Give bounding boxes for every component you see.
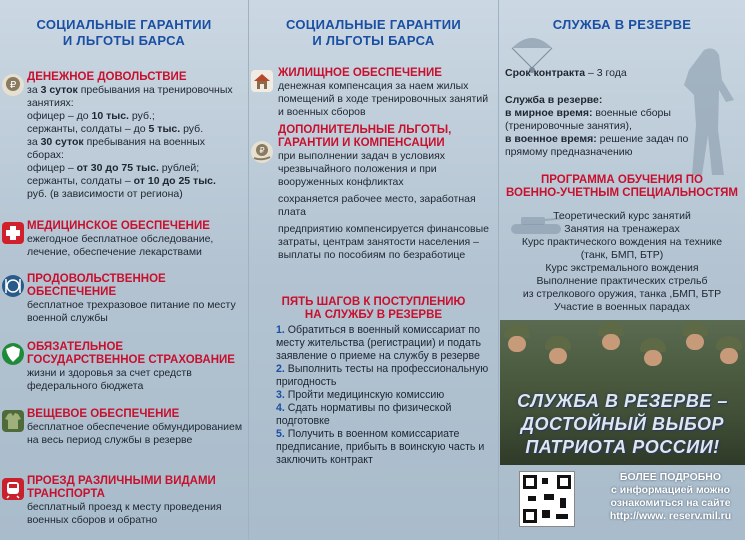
panel-title	[249, 17, 498, 49]
panel-title-line2: И ЛЬГОТЫ БАРСА	[62, 33, 186, 48]
reserve-service-info: Служба в резерве: в мирное время: военные сборы (тренировочные занятия), в военное время: решение задач по прямому предназначению	[505, 94, 689, 158]
extra-benefits-text-2: сохраняется рабочее место, заработная плата	[278, 193, 476, 218]
food-icon	[2, 275, 24, 297]
soldier-face	[686, 334, 704, 350]
extra-benefits-heading: ДОПОЛНИТЕЛЬНЫЕ ЛЬГОТЫ, ГАРАНТИИ И КОМПЕНСАЦИИ	[278, 124, 452, 149]
insurance-heading: ОБЯЗАТЕЛЬНОЕ ГОСУДАРСТВЕННОЕ СТРАХОВАНИЕ	[27, 341, 235, 366]
money-line-6: сержанты, солдаты – от 10 до 25 тыс.	[27, 175, 216, 187]
more-info-line: ознакомиться на сайте	[610, 497, 731, 509]
program-item: Занятия на тренажерах	[564, 223, 680, 235]
steps-list	[276, 324, 496, 467]
program-item: из стрелкового оружия, танка ,БМП, БТР	[522, 288, 722, 300]
transport-text: бесплатный проезд к месту проведения военных сборов и обратно	[27, 501, 222, 526]
step-2: 2. Выполнить тесты на профессиональную пригодность	[276, 363, 489, 388]
panel-social-guarantees-1	[0, 0, 248, 540]
medical-section	[27, 220, 244, 259]
transport-heading: ПРОЕЗД РАЗЛИЧНЫМИ ВИДАМИ ТРАНСПОРТА	[27, 475, 216, 500]
medical-text: ежегодное бесплатное обследование, лечение, обеспечение лекарствами	[27, 233, 214, 258]
extra-benefits-text-1: при выполнении задач в условиях чрезвычайного положения и при вооруженных конфликтах	[278, 150, 446, 188]
money-line-5: офицер – от 30 до 75 тыс. рублей;	[27, 162, 200, 174]
money-line-3: сержанты, солдаты – до 5 тыс. руб.	[27, 123, 204, 135]
soldiers-photo	[500, 320, 745, 465]
medical-cross-icon	[2, 222, 24, 244]
coin-hand-icon	[251, 141, 273, 163]
banner-line-2: ДОСТОЙНЫЙ ВЫБОР	[521, 414, 724, 434]
extra-benefits-text-3: предприятию компенсируется финансовые затраты, центрам занятости населения – выплаты по пособиям по безработице	[278, 223, 490, 261]
website-link[interactable]: http://www. reserv.mil.ru	[609, 510, 732, 522]
program-item: Выполнение практических стрельб	[536, 275, 708, 287]
step-3: 3. Пройти медицинскую комиссию	[276, 389, 445, 401]
money-line-7: руб. (в зависимости от региона)	[27, 188, 183, 200]
money-allowance-heading: ДЕНЕЖНОЕ ДОВОЛЬСТВИЕ	[27, 71, 187, 83]
train-icon	[2, 478, 24, 500]
extra-benefits-section	[278, 124, 494, 262]
banner-line-1: СЛУЖБА В РЕЗЕРВЕ –	[517, 391, 728, 411]
food-heading: ПРОДОВОЛЬСТВЕННОЕ ОБЕСПЕЧЕНИЕ	[27, 273, 166, 298]
food-section	[27, 273, 244, 325]
contract-term: Срок контракта – 3 года	[505, 67, 627, 79]
qr-code[interactable]	[519, 471, 575, 527]
program-item: Участие в военных парадах	[553, 301, 691, 313]
housing-heading: ЖИЛИЩНОЕ ОБЕСПЕЧЕНИЕ	[278, 67, 442, 79]
money-line-1: за 3 суток пребывания на тренировочных занятиях:	[27, 84, 233, 109]
food-text: бесплатное трехразовое питание по месту военной службы	[27, 299, 236, 324]
soldier-face	[508, 336, 526, 352]
soldier-face	[644, 350, 662, 366]
panel-title-line1: СОЦИАЛЬНЫЕ ГАРАНТИИ	[36, 17, 212, 32]
money-line-2: офицер – до 10 тыс. руб.;	[27, 110, 155, 122]
program-list	[499, 210, 745, 314]
more-info	[598, 471, 743, 523]
program-item: Курс практического вождения на технике	[521, 236, 723, 248]
svg-text:₽: ₽	[259, 146, 265, 155]
program-heading: ПРОГРАММА ОБУЧЕНИЯ ПО ВОЕННО-УЧЕТНЫМ СПЕЦИАЛЬНОСТЯМ	[506, 174, 738, 199]
clothing-text: бесплатное обеспечение обмундированием на весь период службы в резерве	[27, 421, 243, 446]
medical-heading: МЕДИЦИНСКОЕ ОБЕСПЕЧЕНИЕ	[27, 220, 210, 232]
house-icon	[251, 70, 273, 92]
program-item: Теоретический курс занятий	[553, 210, 691, 222]
soldier-face	[602, 334, 620, 350]
more-info-line: БОЛЕЕ ПОДРОБНО	[619, 471, 722, 483]
more-info-line: с информацией можно	[611, 484, 730, 496]
money-line-4: за 30 суток пребывания на военных сборах:	[27, 136, 206, 161]
step-1: 1. Обратиться в военный комиссариат по месту жительства (регистрации) и подать заявление о приеме на службу в резерве	[276, 324, 482, 362]
panel-title	[0, 17, 248, 49]
panel-title-line1: СОЦИАЛЬНЫЕ ГАРАНТИИ	[286, 17, 461, 32]
steps-heading: ПЯТЬ ШАГОВ К ПОСТУПЛЕНИЮ НА СЛУЖБУ В РЕЗЕРВЕ	[281, 296, 466, 321]
insurance-section	[27, 341, 244, 393]
housing-text: денежная компенсация за наем жилых помещений в ходе тренировочных занятий и военных сборов	[278, 80, 489, 118]
insurance-text: жизни и здоровья за счет средств федерального бюджета	[27, 367, 192, 392]
panel-title: СЛУЖБА В РЕЗЕРВЕ	[552, 17, 692, 32]
banner-line-3: ПАТРИОТА РОССИИ!	[525, 437, 720, 457]
clothing-heading: ВЕЩЕВОЕ ОБЕСПЕЧЕНИЕ	[27, 408, 180, 420]
panel-title-line2: И ЛЬГОТЫ БАРСА	[312, 33, 435, 48]
money-allowance-section	[27, 71, 244, 201]
step-5: 5. Получить в военном комиссариате предписание, прибыть в воинскую часть и заключить контракт	[276, 428, 485, 466]
shield-icon	[2, 343, 24, 365]
program-item: Курс экстремального вождения	[545, 262, 699, 274]
housing-section	[278, 67, 494, 119]
transport-section	[27, 475, 244, 527]
step-4: 4. Сдать нормативы по физической подготовке	[276, 402, 452, 427]
program-item: (танк, БМП, БТР)	[580, 249, 664, 261]
svg-text:₽: ₽	[9, 80, 17, 91]
clothing-section	[27, 408, 244, 447]
uniform-icon	[2, 410, 24, 432]
soldier-face	[549, 348, 567, 364]
soldier-face	[720, 348, 738, 364]
ruble-coin-icon	[2, 74, 24, 96]
